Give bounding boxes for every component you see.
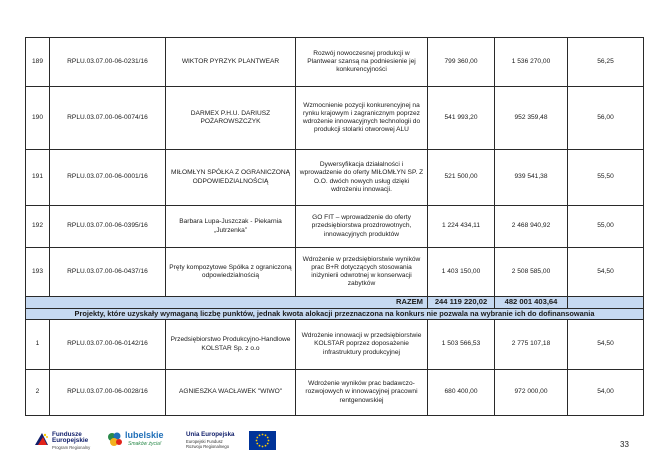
cell-grant-amount: 680 400,00 <box>428 370 495 416</box>
cell-lp: 193 <box>26 248 50 297</box>
cell-points: 54,50 <box>568 320 644 370</box>
cell-project-title: Wdrożenie innowacji w przedsiębiorstwie KOLSTAR poprzez doposażenie infrastruktury produkcyjnej <box>296 320 428 370</box>
fundusze-europejskie-logo-icon <box>34 431 49 446</box>
cell-project-title: Wzmocnienie pozycji konkurencyjnej na rynku krajowym i zagranicznym poprzez wdrożenie innowacyjnych technologii do produkcji stolarki otworowej ALU <box>296 87 428 150</box>
cell-application-number: RPLU.03.07.00-06-0028/16 <box>50 370 166 416</box>
cell-applicant: Barbara Lupa-Juszczak - Piekarnia „Jutrzenka” <box>166 206 296 248</box>
summary-row <box>26 297 644 309</box>
ue-sub1: Europejski Fundusz <box>186 438 223 444</box>
table-row <box>26 320 644 370</box>
cell-lp: 192 <box>26 206 50 248</box>
cell-lp: 1 <box>26 320 50 370</box>
page-number: 33 <box>620 440 629 449</box>
cell-applicant: AGNIESZKA WACŁAWEK "WIWO" <box>166 370 296 416</box>
cell-grant-amount: 541 993,20 <box>428 87 495 150</box>
summary-label: RAZEM <box>26 297 428 309</box>
cell-lp: 190 <box>26 87 50 150</box>
fe-line1: Fundusze <box>52 431 82 438</box>
cell-application-number: RPLU.03.07.00-06-0395/16 <box>50 206 166 248</box>
cell-applicant: Przedsiębiorstwo Produkcyjno-Handlowe KOLSTAR Sp. z o.o <box>166 320 296 370</box>
cell-project-title: Rozwój nowoczesnej produkcji w Plantwear szansą na podniesienie jej konkurencyjności <box>296 38 428 87</box>
cell-project-title: GO FIT – wprowadzenie do oferty przedsiębiorstwa prozdrowotnych, innowacyjnych produktów <box>296 206 428 248</box>
fundusze-europejskie-text <box>52 432 90 451</box>
cell-grant-amount: 1 403 150,00 <box>428 248 495 297</box>
cell-applicant: Pręty kompozytowe Spółka z ograniczoną odpowiedzialnością <box>166 248 296 297</box>
eu-flag-icon <box>249 431 276 450</box>
cell-total-value: 939 541,38 <box>495 150 568 206</box>
summary-grant-total: 244 119 220,02 <box>428 297 495 309</box>
table-row <box>26 150 644 206</box>
cell-application-number: RPLU.03.07.00-06-0074/16 <box>50 87 166 150</box>
ue-text <box>186 432 235 449</box>
cell-project-title: Wdrożenie wyników prac badawczo-rozwojowych w innowacyjnej pracowni rentgenowskiej <box>296 370 428 416</box>
ue-line1: Unia Europejska <box>186 431 235 438</box>
cell-grant-amount: 521 500,00 <box>428 150 495 206</box>
section-banner <box>26 309 644 320</box>
cell-points: 55,00 <box>568 206 644 248</box>
cell-project-title: Wdrożenie w przedsiębiorstwie wyników prac B+R dotyczących stosowania iniżynierii odwrotnej w konserwacji zabytków <box>296 248 428 297</box>
cell-total-value: 1 536 270,00 <box>495 38 568 87</box>
table-row <box>26 206 644 248</box>
cell-lp: 2 <box>26 370 50 416</box>
cell-points: 54,50 <box>568 248 644 297</box>
lubelskie-logo-icon <box>106 431 124 449</box>
cell-total-value: 972 000,00 <box>495 370 568 416</box>
cell-points: 56,25 <box>568 38 644 87</box>
cell-points: 55,50 <box>568 150 644 206</box>
lubelskie-tagline: Smaków życia! <box>128 441 162 447</box>
table-row <box>26 370 644 416</box>
cell-project-title: Dywersyfikacja działalności i wprowadzenie do oferty MIŁOMŁYN SP. Z O.O. dwóch nowych usług dzięki wdrożeniu innowacji. <box>296 150 428 206</box>
cell-lp: 191 <box>26 150 50 206</box>
table-row <box>26 87 644 150</box>
cell-application-number: RPLU.03.07.00-06-0437/16 <box>50 248 166 297</box>
section-banner-text: Projekty, które uzyskały wymaganą liczbę punktów, jednak kwota alokacji przeznaczona na konkurs nie pozwala na wybranie ich do dofinansowania <box>26 309 644 320</box>
cell-grant-amount: 799 360,00 <box>428 38 495 87</box>
fe-line2: Europejskie <box>52 437 89 445</box>
cell-points: 56,00 <box>568 87 644 150</box>
projects-table <box>25 37 644 416</box>
table-row <box>26 38 644 87</box>
summary-value-total: 482 001 403,64 <box>495 297 568 309</box>
cell-application-number: RPLU.03.07.00-06-0001/16 <box>50 150 166 206</box>
fe-sub: Program Regionalny <box>52 444 91 450</box>
cell-total-value: 2 775 107,18 <box>495 320 568 370</box>
lubelskie-text: lubelskie <box>125 430 164 440</box>
cell-total-value: 952 359,48 <box>495 87 568 150</box>
ue-sub2: Rozwoju Regionalnego <box>186 443 230 449</box>
cell-grant-amount: 1 503 566,53 <box>428 320 495 370</box>
cell-total-value: 2 508 585,00 <box>495 248 568 297</box>
cell-application-number: RPLU.03.07.00-06-0231/16 <box>50 38 166 87</box>
summary-empty <box>568 297 644 309</box>
cell-grant-amount: 1 224 434,11 <box>428 206 495 248</box>
table-row <box>26 248 644 297</box>
cell-applicant: WIKTOR PYRZYK PLANTWEAR <box>166 38 296 87</box>
cell-application-number: RPLU.03.07.00-06-0142/16 <box>50 320 166 370</box>
cell-total-value: 2 468 940,92 <box>495 206 568 248</box>
cell-applicant: MIŁOMŁYN SPÓŁKA Z OGRANICZONĄ ODPOWIEDZIALNOŚCIĄ <box>166 150 296 206</box>
cell-lp: 189 <box>26 38 50 87</box>
cell-applicant: DARMEX P.H.U. DARIUSZ POŻAROWSZCZYK <box>166 87 296 150</box>
cell-points: 54,00 <box>568 370 644 416</box>
